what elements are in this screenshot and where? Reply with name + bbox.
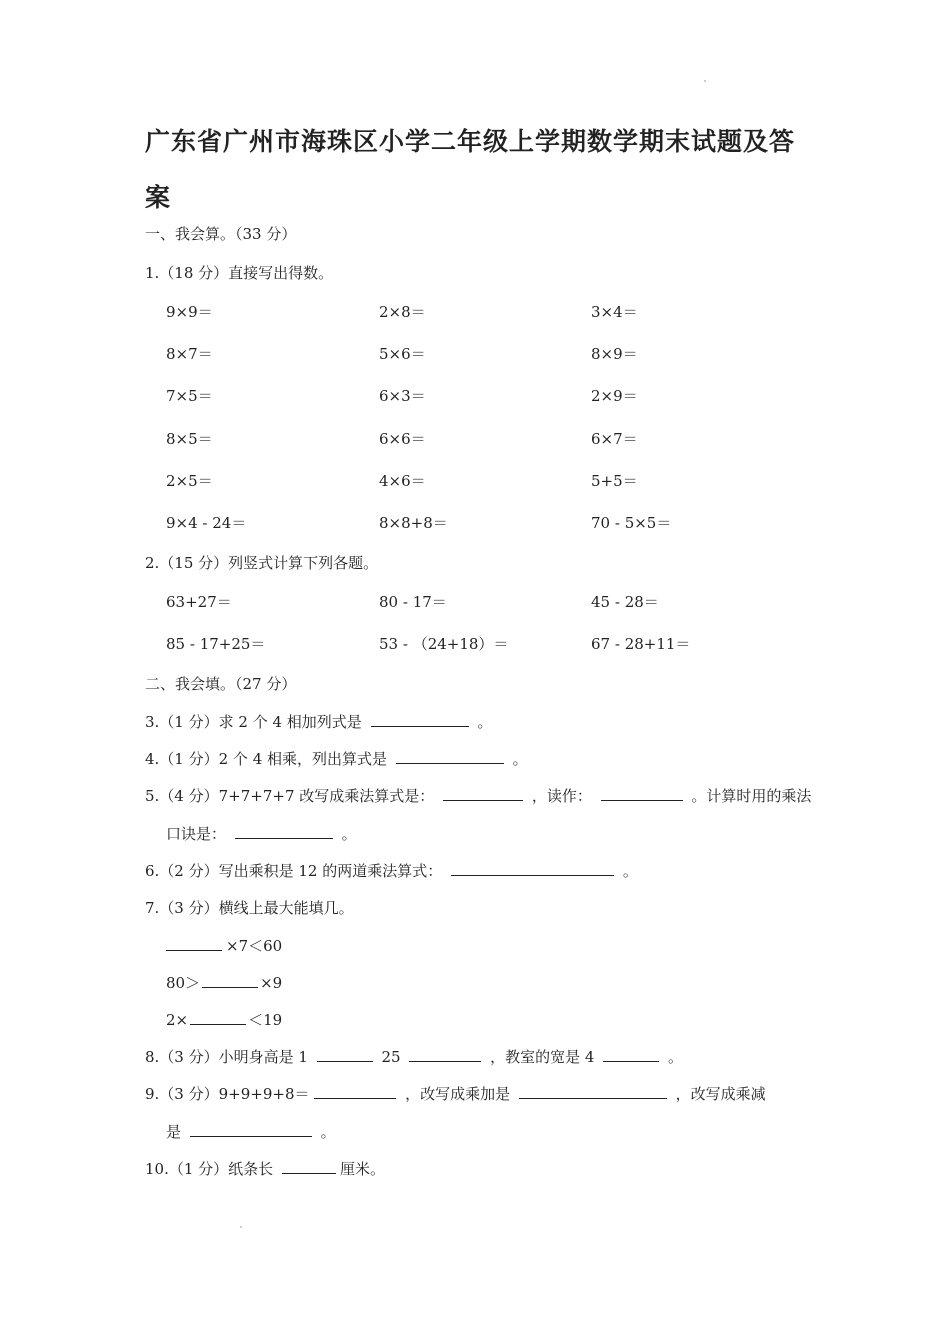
- scan-dot: [240, 1226, 242, 1228]
- question-10: [145, 1158, 385, 1179]
- answer-blank[interactable]: [409, 1047, 481, 1062]
- arithmetic-item: 6×3＝: [379, 387, 426, 406]
- answer-blank[interactable]: [190, 1010, 246, 1025]
- question-5-end: 。: [341, 825, 357, 843]
- question-7-row-2-text: 80＞: [166, 974, 201, 992]
- question-3-text: 3.（1 分）求 2 个 4 相加列式是: [145, 713, 362, 731]
- arithmetic-item: 85 - 17+25＝: [166, 635, 266, 653]
- question-6: [145, 860, 638, 881]
- question-8-text-2: 25: [381, 1048, 401, 1066]
- arithmetic-item: 5+5＝: [591, 471, 638, 490]
- arithmetic-item: 7×5＝: [166, 387, 213, 406]
- question-9-text-3: ，改写成乘减: [675, 1085, 766, 1103]
- question-6-text: 6.（2 分）写出乘积是 12 的两道乘法算式：: [145, 862, 443, 880]
- answer-blank[interactable]: [317, 1047, 373, 1062]
- question-5-text-4: 口诀是：: [166, 825, 227, 843]
- question-9-cont: [166, 1121, 336, 1142]
- answer-blank[interactable]: [371, 712, 469, 727]
- answer-blank[interactable]: [603, 1047, 659, 1062]
- arithmetic-item: 8×8+8＝: [379, 514, 448, 532]
- question-7-row-3: [166, 1009, 282, 1030]
- question-8: [145, 1046, 683, 1067]
- question-7-row-2-end: ×9: [260, 974, 283, 992]
- answer-blank[interactable]: [235, 824, 333, 839]
- arithmetic-item: 5×6＝: [379, 345, 426, 364]
- arithmetic-item: 80 - 17＝: [379, 593, 447, 611]
- question-3: [145, 711, 492, 732]
- arithmetic-item: 9×9＝: [166, 303, 213, 321]
- arithmetic-item: 2×9＝: [591, 387, 638, 406]
- arithmetic-item: 8×7＝: [166, 345, 213, 364]
- answer-blank[interactable]: [519, 1084, 667, 1099]
- answer-blank[interactable]: [443, 786, 523, 801]
- question-7-row-1-text: ×7＜60: [226, 937, 283, 955]
- question-3-end: 。: [477, 713, 493, 731]
- answer-blank[interactable]: [282, 1159, 336, 1174]
- arithmetic-item: 8×5＝: [166, 429, 213, 448]
- section-heading-1: 一、我会算。（33 分）: [145, 225, 297, 243]
- arithmetic-item: 2×5＝: [166, 471, 213, 490]
- question-10-end: 厘米。: [339, 1160, 385, 1178]
- arithmetic-item: 9×4 - 24＝: [166, 514, 247, 532]
- question-7-row-3-end: ＜19: [248, 1011, 283, 1029]
- answer-blank[interactable]: [166, 936, 222, 951]
- arithmetic-item: 4×6＝: [379, 471, 426, 490]
- question-7-row-2: [166, 972, 282, 993]
- question-8-end: 。: [668, 1048, 684, 1066]
- answer-blank[interactable]: [202, 973, 258, 988]
- arithmetic-item: 8×9＝: [591, 345, 638, 364]
- question-4-end: 。: [512, 750, 528, 768]
- answer-blank[interactable]: [190, 1122, 312, 1137]
- arithmetic-item: 70 - 5×5＝: [591, 514, 672, 532]
- question-7-row-1: [166, 935, 282, 956]
- question-5-cont: [166, 823, 357, 844]
- question-5-text-2: ，读作：: [531, 787, 592, 805]
- question-9-text-4: 是: [166, 1123, 182, 1141]
- question-8-text-3: ，教室的宽是 4: [490, 1048, 595, 1066]
- question-10-text: 10.（1 分）纸条长: [145, 1160, 274, 1178]
- arithmetic-item: 67 - 28+11＝: [591, 635, 691, 653]
- arithmetic-item: 53 - （24+18）＝: [379, 635, 509, 653]
- arithmetic-item: 6×7＝: [591, 429, 638, 448]
- answer-blank[interactable]: [396, 749, 504, 764]
- page-title: 广东省广州市海珠区小学二年级上学期数学期末试题及答案: [145, 127, 796, 212]
- question-9-text: 9.（3 分）9+9+9+8＝: [145, 1085, 310, 1103]
- scan-dot: [704, 80, 706, 82]
- question-5-text-3: 。计算时用的乘法: [691, 787, 812, 805]
- question-9-end: 。: [320, 1123, 336, 1141]
- question-9-text-2: ，改写成乘加是: [405, 1085, 511, 1103]
- arithmetic-item: 3×4＝: [591, 303, 638, 321]
- arithmetic-item: 6×6＝: [379, 429, 426, 448]
- question-4-text: 4.（1 分）2 个 4 相乘，列出算式是: [145, 750, 388, 768]
- question-5: [145, 785, 811, 806]
- question-7-row-3-text: 2×: [166, 1011, 189, 1029]
- answer-blank[interactable]: [451, 861, 614, 876]
- answer-blank[interactable]: [314, 1084, 396, 1099]
- arithmetic-item: 2×8＝: [379, 303, 426, 321]
- question-9: [145, 1083, 766, 1104]
- arithmetic-item: 45 - 28＝: [591, 593, 659, 611]
- section-heading-2: 二、我会填。（27 分）: [145, 675, 297, 693]
- answer-blank[interactable]: [601, 786, 683, 801]
- question-1-label: 1.（18 分）直接写出得数。: [145, 264, 334, 282]
- question-5-text: 5.（4 分）7+7+7+7 改写成乘法算式是：: [145, 787, 435, 805]
- question-4: [145, 748, 528, 769]
- question-7-label: 7.（3 分）横线上最大能填几。: [145, 899, 354, 917]
- question-8-text: 8.（3 分）小明身高是 1: [145, 1048, 308, 1066]
- question-2-label: 2.（15 分）列竖式计算下列各题。: [145, 554, 379, 572]
- question-6-end: 。: [622, 862, 638, 880]
- arithmetic-item: 63+27＝: [166, 593, 232, 611]
